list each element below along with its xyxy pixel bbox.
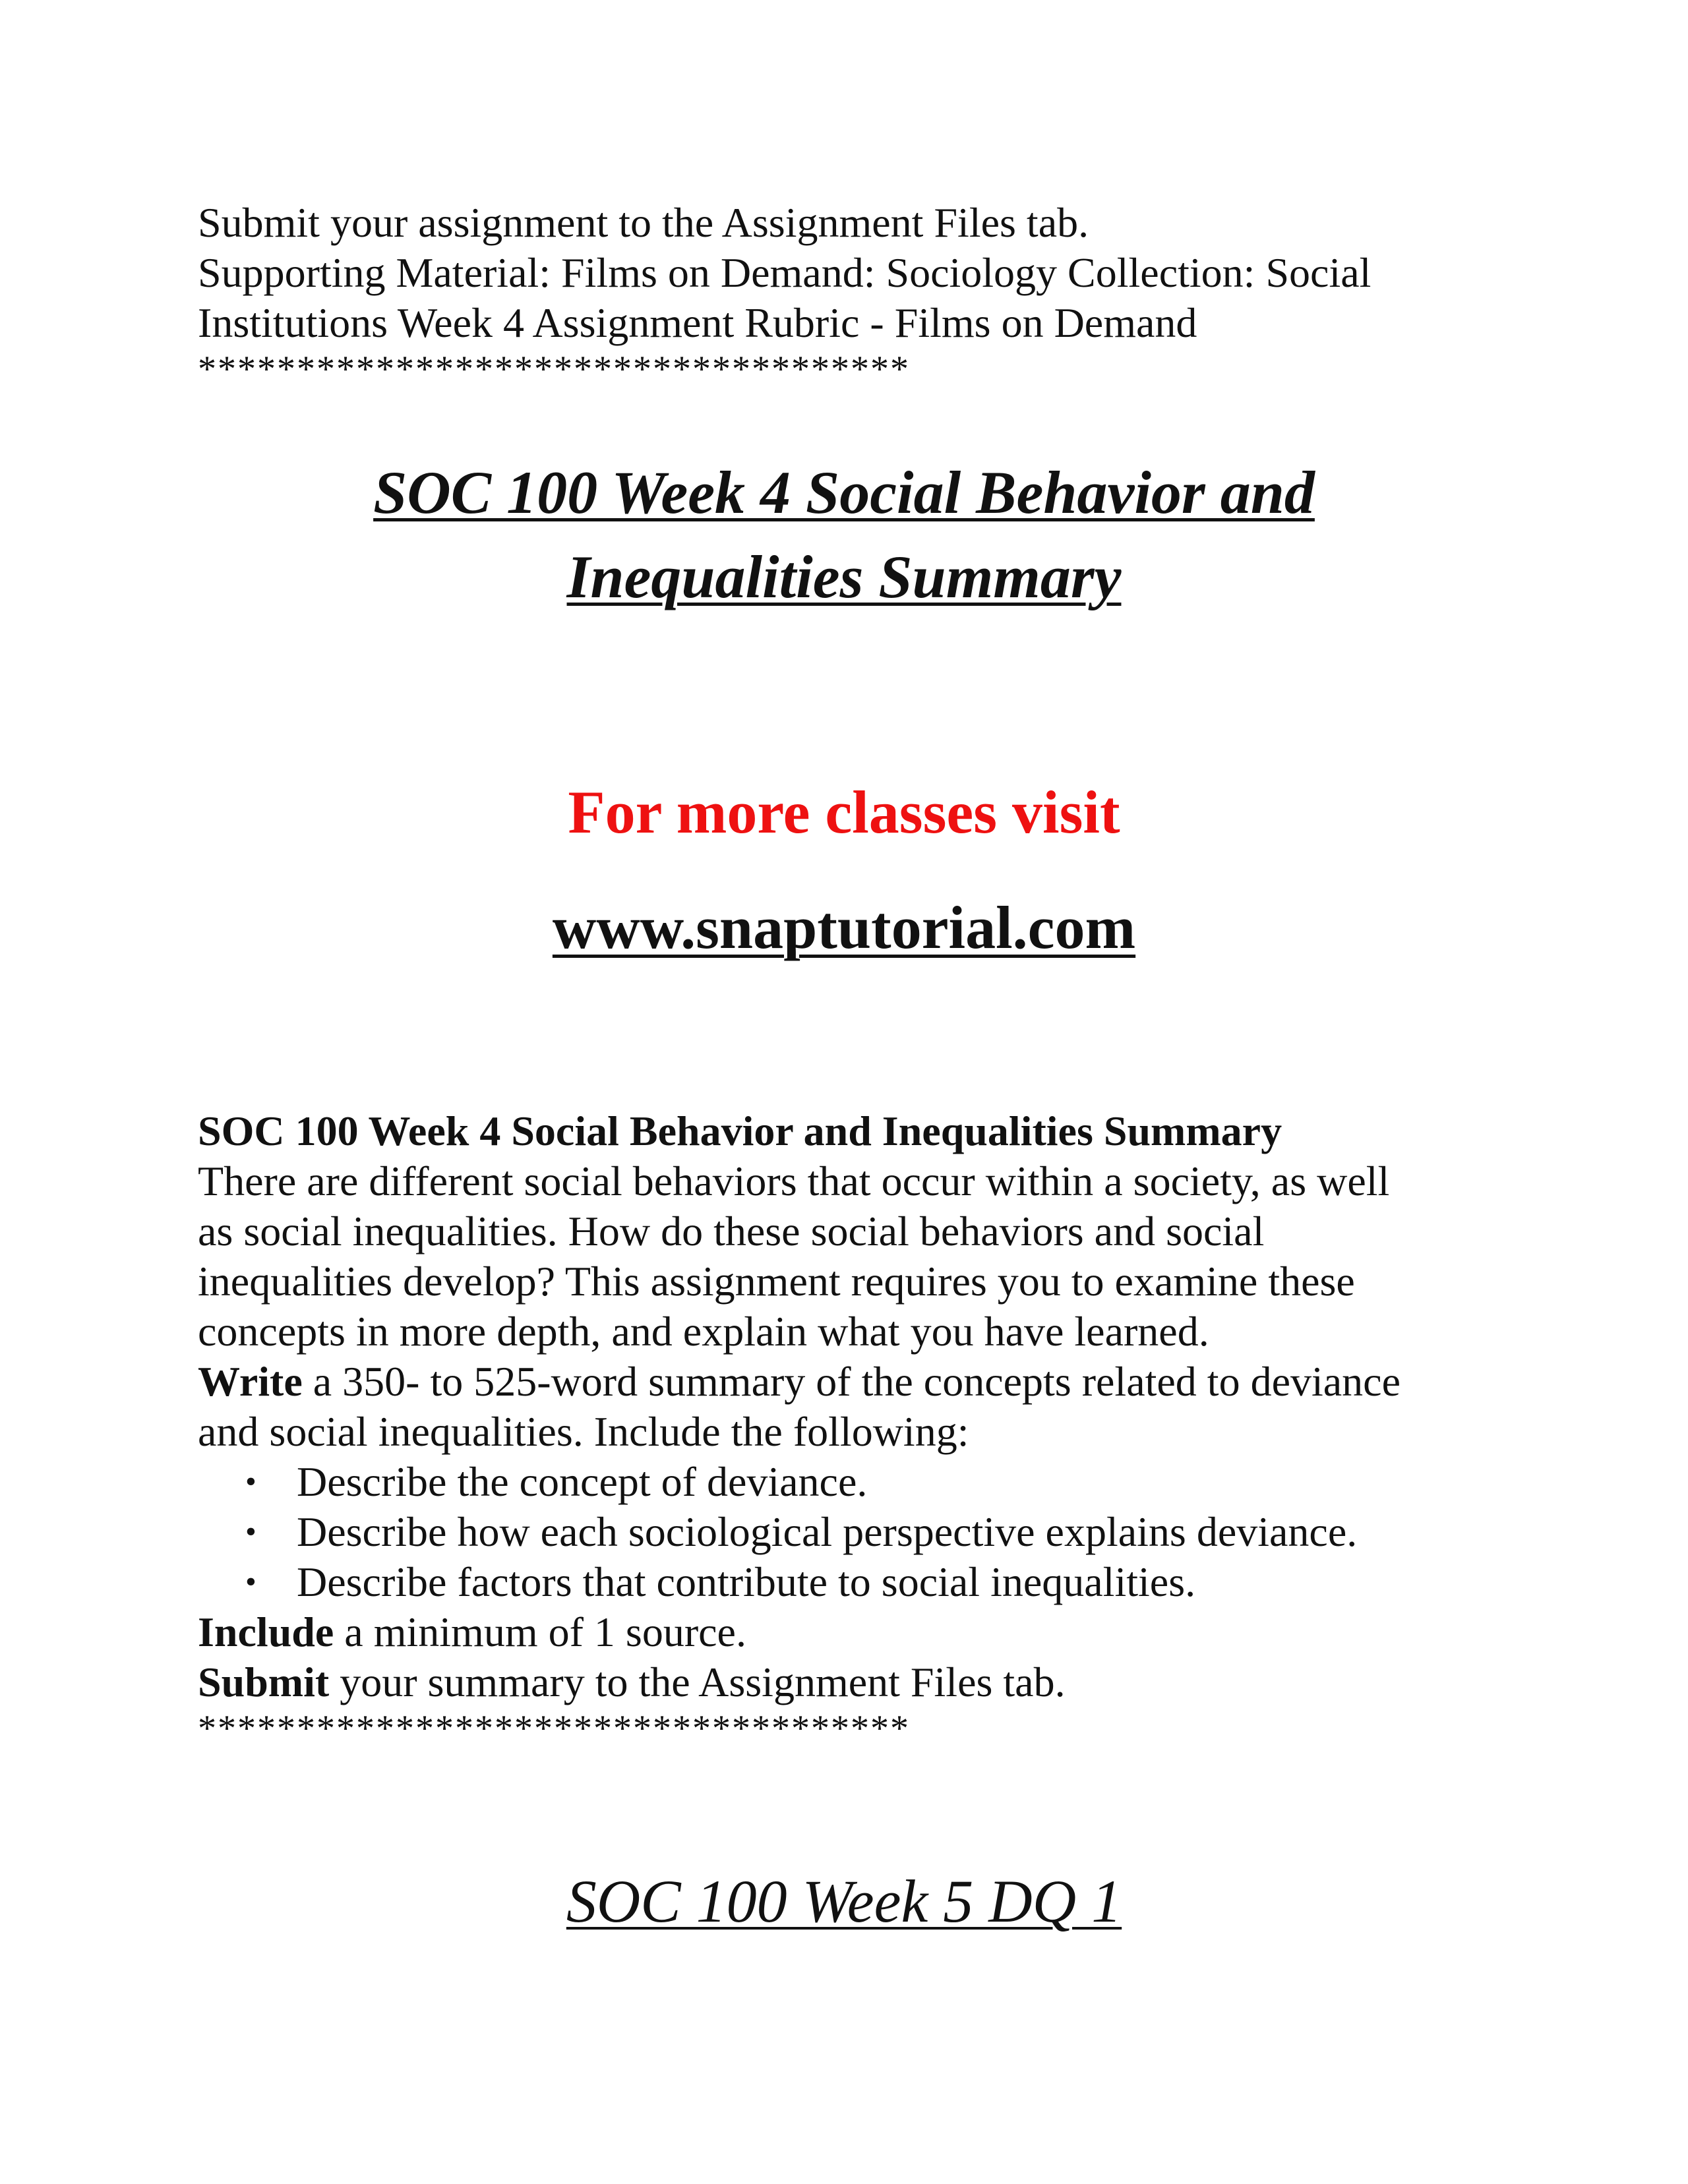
- include-text: a minimum of 1 source.: [334, 1608, 746, 1655]
- list-item: [198, 1457, 1490, 1507]
- bullet-icon: •: [245, 1464, 256, 1499]
- main-title: [0, 450, 1688, 619]
- paragraph-line-1: There are different social behaviors that occur within a society, as well: [198, 1158, 1390, 1204]
- paragraph-line-2: as social inequalities. How do these social behaviors and social: [198, 1208, 1265, 1254]
- assignment-block: [198, 1106, 1490, 1750]
- list-item-text: Describe how each sociological perspective explains deviance.: [297, 1508, 1358, 1555]
- promo-url-link[interactable]: www.snaptutorial.com: [552, 894, 1136, 961]
- include-keyword: Include: [198, 1608, 334, 1655]
- list-item: [198, 1557, 1490, 1607]
- main-title-line-1: SOC 100 Week 4 Social Behavior and: [373, 459, 1315, 526]
- bullet-icon: •: [245, 1514, 256, 1549]
- submit-text: your summary to the Assignment Files tab.: [329, 1659, 1066, 1705]
- assignment-heading: SOC 100 Week 4 Social Behavior and Inequalities Summary: [198, 1107, 1282, 1154]
- intro-block: [198, 198, 1490, 390]
- intro-line-1: Submit your assignment to the Assignment Files tab.: [198, 199, 1089, 246]
- list-item-text: Describe factors that contribute to social inequalities.: [297, 1558, 1196, 1605]
- separator-stars: ************************************: [198, 1708, 910, 1749]
- next-section-title: SOC 100 Week 5 DQ 1: [566, 1868, 1122, 1935]
- include-instruction: [198, 1607, 1490, 1657]
- main-title-line-2: Inequalities Summary: [566, 543, 1122, 610]
- write-keyword: Write: [198, 1358, 303, 1405]
- paragraph-line-4: concepts in more depth, and explain what you have learned.: [198, 1308, 1209, 1355]
- paragraph-line-3: inequalities develop? This assignment requires you to examine these: [198, 1258, 1355, 1305]
- list-item-text: Describe the concept of deviance.: [297, 1458, 868, 1505]
- intro-line-2: Supporting Material: Films on Demand: Sociology Collection: Social: [198, 249, 1372, 296]
- promo-text: For more classes visit: [568, 779, 1120, 846]
- separator-stars: ************************************: [198, 349, 910, 390]
- intro-line-3: Institutions Week 4 Assignment Rubric - Films on Demand: [198, 299, 1197, 346]
- bullet-icon: •: [245, 1564, 256, 1599]
- requirements-list: [198, 1457, 1490, 1607]
- write-instruction-line-2: and social inequalities. Include the following:: [198, 1408, 969, 1455]
- submit-instruction: [198, 1657, 1490, 1707]
- list-item: [198, 1507, 1490, 1557]
- write-instruction-line-1: [198, 1357, 1490, 1407]
- write-instruction-text: a 350- to 525-word summary of the concepts related to deviance: [302, 1358, 1401, 1405]
- submit-keyword: Submit: [198, 1659, 330, 1705]
